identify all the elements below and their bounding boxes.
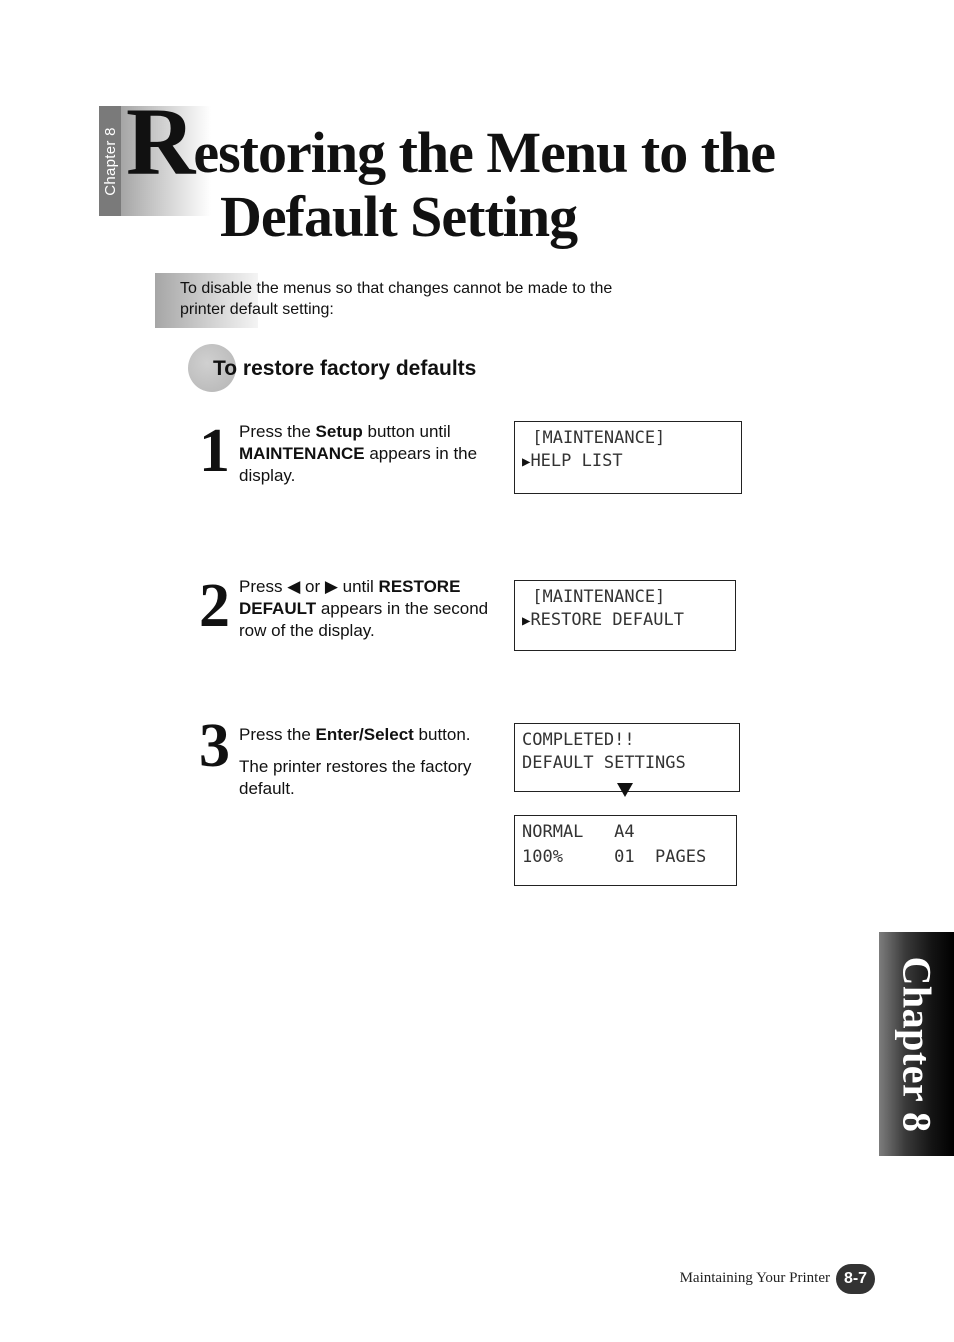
side-chapter-tab	[879, 932, 954, 1156]
title-line-2: Default Setting	[220, 184, 578, 249]
chapter-tab-label: Chapter 8	[101, 126, 119, 196]
lcd-row-1: [MAINTENANCE]	[522, 428, 666, 448]
lcd-row-1: COMPLETED!!	[522, 730, 635, 750]
setup-button-label: Setup	[315, 422, 363, 441]
title-initial: R	[126, 88, 194, 195]
lcd-row-1: [MAINTENANCE]	[522, 587, 666, 607]
step-1-lcd-display	[514, 421, 742, 494]
maintenance-label: MAINTENANCE	[239, 444, 365, 463]
enter-select-button-label: Enter/Select	[315, 725, 414, 744]
down-arrow-icon	[617, 783, 633, 797]
page-title	[126, 88, 926, 249]
restore-default-label: RESTORE DEFAULT	[239, 577, 461, 618]
left-arrow-icon: ◀	[287, 577, 301, 596]
step-2-number: 2	[199, 572, 230, 640]
step-3-number: 3	[199, 712, 230, 780]
lcd-row-2: ▶HELP LIST	[522, 451, 623, 471]
lcd-row-2: ▶RESTORE DEFAULT	[522, 610, 684, 630]
step-2-lcd-display	[514, 580, 736, 651]
step-1-text: Press the Setup button until MAINTENANCE appears in the display.	[239, 422, 478, 485]
step-3-lcd-display	[514, 723, 740, 792]
page-number: 8-7	[836, 1264, 875, 1294]
right-arrow-icon: ▶	[324, 577, 338, 596]
step-3-text: Press the Enter/Select button. The printer restores the factory default.	[239, 724, 501, 800]
lcd-row-2: DEFAULT SETTINGS	[522, 753, 686, 773]
step-2-text: Press ◀ or ▶ until RESTORE DEFAULT appears in the second row of the display.	[239, 577, 489, 640]
footer-section-title: Maintaining Your Printer	[679, 1270, 830, 1286]
selection-arrow-icon: ▶	[522, 454, 531, 470]
step-3-note: The printer restores the factory default.	[239, 757, 472, 798]
step-1-number: 1	[199, 417, 230, 485]
lcd-row-2: 100% 01 PAGES	[522, 847, 707, 867]
selection-arrow-icon: ▶	[522, 613, 531, 629]
section-heading: To restore factory defaults	[213, 357, 477, 380]
step-3-lcd-display-after	[514, 815, 737, 886]
title-line-1: estoring the Menu to the	[193, 120, 776, 185]
intro-text: To disable the menus so that changes cannot be made to the printer default setting:	[180, 280, 613, 318]
chapter-tab	[99, 106, 121, 216]
lcd-row-1: NORMAL A4	[522, 822, 635, 842]
side-chapter-tab-label: Chapter 8	[894, 956, 940, 1132]
